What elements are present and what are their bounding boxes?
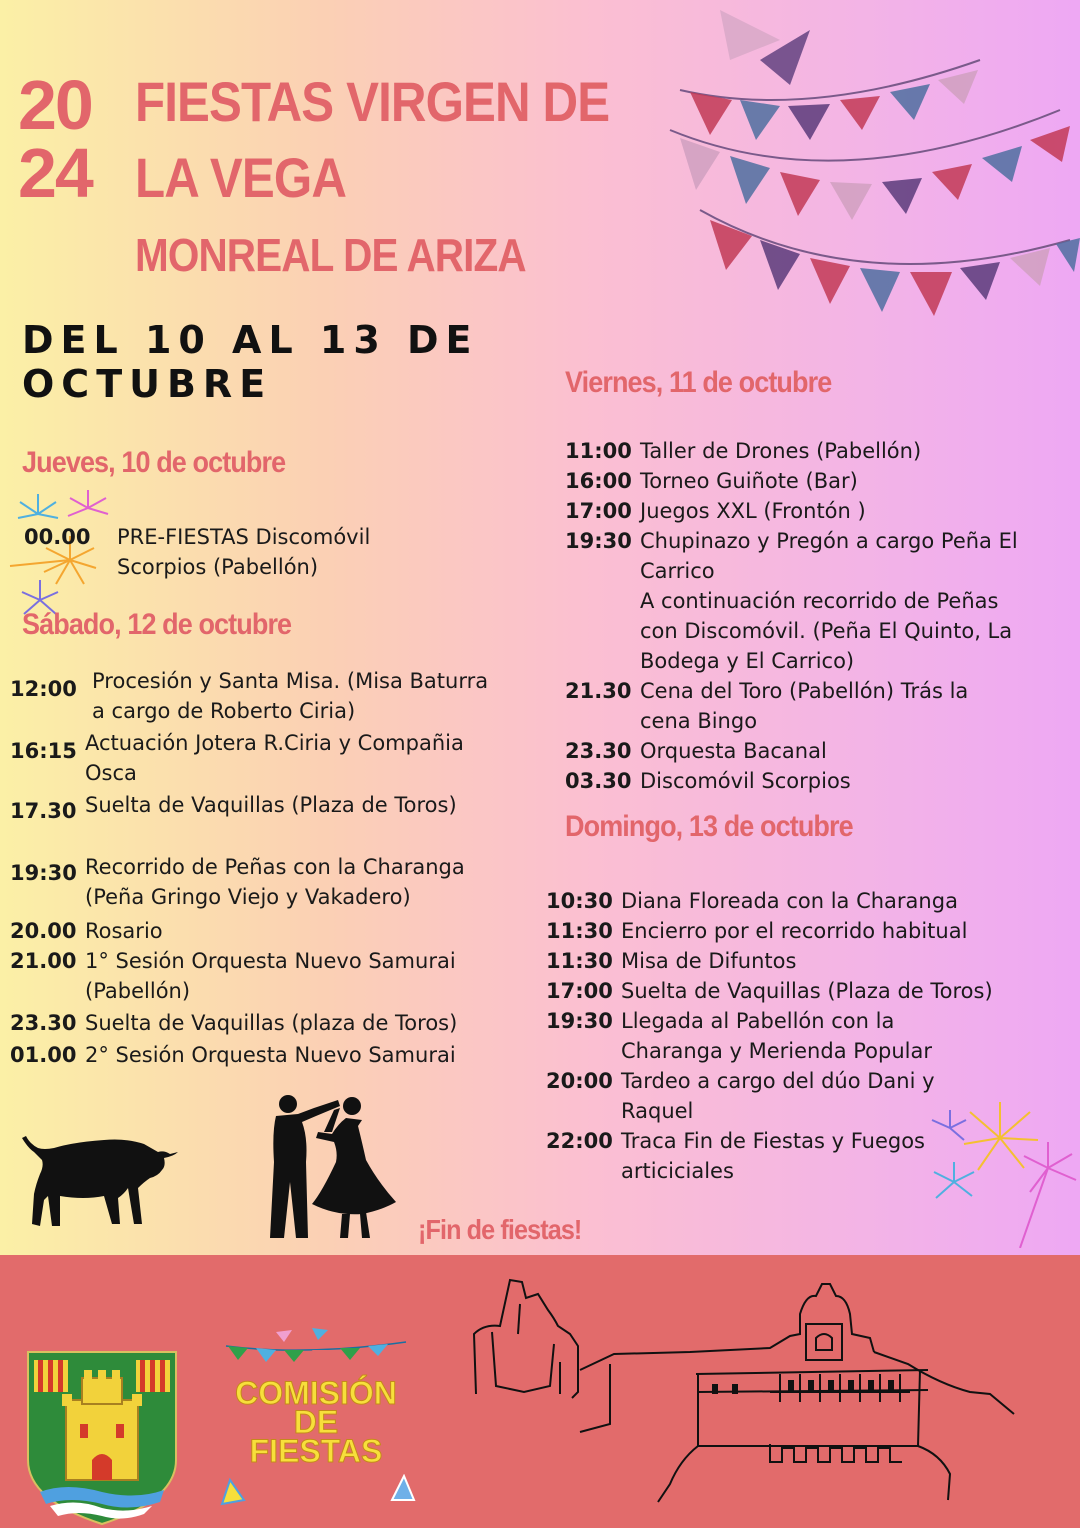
saturday-event [10,790,457,826]
sunday-event [546,886,958,916]
event-line: Taller de Drones (Pabellón) [640,439,922,463]
year [18,66,92,212]
poster-title [135,64,674,290]
event-line: PRE-FIESTAS Discomóvil [117,525,371,549]
event-line: A continuación recorrido de Peñas [640,589,999,613]
event-line: 1° Sesión Orquesta Nuevo Samurai [85,949,456,973]
event-description [640,526,1018,676]
event-time: 20:00 [546,1069,613,1093]
thursday-event [24,522,370,582]
sunday-event [546,1066,935,1126]
event-line: Procesión y Santa Misa. (Misa Baturra [92,669,489,693]
sunday-event [546,946,796,976]
event-line: Llegada al Pabellón con la [621,1009,895,1033]
event-time: 12:00 [10,677,77,701]
event-line: Actuación Jotera R.Ciria y Compañia [85,731,464,755]
friday-event [565,526,1018,676]
thursday-heading: Jueves, 10 de octubre [22,446,286,479]
castle-church-drawing [470,1274,1030,1504]
sunday-event [546,916,967,946]
event-description [621,946,796,976]
event-time: 17:00 [565,499,632,523]
friday-heading: Viernes, 11 de octubre [565,366,832,399]
saturday-event [10,1040,456,1070]
event-line: Raquel [621,1099,694,1123]
closing-message: ¡Fin de fiestas! [418,1214,582,1245]
event-line: (Pabellón) [85,979,191,1003]
comision-line-3: FIESTAS [249,1433,383,1469]
event-description [92,666,488,726]
event-time: 17.30 [10,799,77,823]
bull-silhouette-icon [14,1126,184,1236]
friday-event [565,736,827,766]
event-time: 19:30 [565,529,632,553]
event-line: Orquesta Bacanal [640,739,827,763]
event-line: (Peña Gringo Viejo y Vakadero) [85,885,411,909]
event-description [85,1008,457,1038]
event-time: 11:30 [546,949,613,973]
event-time: 01.00 [10,1043,77,1067]
event-line: articiciales [621,1159,734,1183]
event-line: Tardeo a cargo del dúo Dani y [621,1069,935,1093]
event-description [621,1126,925,1186]
friday-event [565,676,968,736]
event-line: Suelta de Vaquillas (Plaza de Toros) [621,979,993,1003]
event-line: Bodega y El Carrico) [640,649,855,673]
party-hat-icon [388,1474,418,1504]
event-line: Suelta de Vaquillas (Plaza de Toros) [85,793,457,817]
date-range-line-1: DEL 10 AL 13 DE [22,318,479,362]
event-description [85,790,457,826]
date-range [22,318,479,406]
year-line-2: 24 [18,134,92,212]
event-line: Torneo Guiñote (Bar) [640,469,858,493]
event-description [640,766,851,796]
event-description [621,1066,935,1126]
event-time: 23.30 [10,1011,77,1035]
event-time: 20.00 [10,919,77,943]
event-description [621,1006,932,1066]
event-time: 21.30 [565,679,632,703]
saturday-event [10,852,465,912]
event-time: 21.00 [10,949,77,973]
year-line-1: 20 [18,66,92,144]
saturday-event [10,728,464,788]
event-line: Cena del Toro (Pabellón) Trás la [640,679,969,703]
event-line: Suelta de Vaquillas (plaza de Toros) [85,1011,458,1035]
event-description [640,496,866,526]
saturday-event [10,916,163,946]
event-description [640,436,921,466]
event-description [117,522,370,582]
friday-event [565,436,921,466]
dancers-silhouette-icon [262,1092,412,1242]
event-description [621,916,967,946]
title-line-2: LA VEGA [135,146,347,209]
event-description [85,728,464,788]
title-line-1: FIESTAS VIRGEN DE [135,70,610,133]
event-line: Rosario [85,919,163,943]
event-time: 16:15 [10,739,77,763]
comision-line-1: COMISIÓN [235,1375,397,1411]
event-description [85,946,456,1006]
comision-de-fiestas-logo [216,1375,416,1469]
event-time: 19:30 [10,861,77,885]
friday-event [565,766,851,796]
event-time: 22:00 [546,1129,613,1153]
event-line: con Discomóvil. (Peña El Quinto, La [640,619,1013,643]
event-line: Charanga y Merienda Popular [621,1039,932,1063]
event-time: 11:30 [546,919,613,943]
sunday-event [546,1006,932,1066]
sunday-event [546,976,993,1006]
event-description [621,976,993,1006]
bunting-decoration [660,0,1080,340]
event-line: cena Bingo [640,709,758,733]
event-line: Chupinazo y Pregón a cargo Peña El [640,529,1018,553]
saturday-event [10,946,456,1006]
event-description [640,736,827,766]
event-description [85,852,465,912]
event-line: Diana Floreada con la Charanga [621,889,958,913]
event-line: Scorpios (Pabellón) [117,555,319,579]
event-description [85,1040,456,1070]
comision-line-2: DE [293,1404,339,1440]
saturday-event [10,666,488,726]
event-time: 16:00 [565,469,632,493]
event-time: 23.30 [565,739,632,763]
event-time: 00.00 [24,525,91,549]
event-line: Encierro por el recorrido habitual [621,919,968,943]
event-line: Misa de Difuntos [621,949,797,973]
event-time: 03.30 [565,769,632,793]
event-description [621,886,958,916]
event-line: Traca Fin de Fiestas y Fuegos [621,1129,925,1153]
event-description [85,916,163,946]
sunday-heading: Domingo, 13 de octubre [565,810,853,843]
date-range-line-2: OCTUBRE [22,362,273,406]
event-time: 10:30 [546,889,613,913]
event-line: Juegos XXL (Frontón ) [640,499,866,523]
event-time: 17:00 [546,979,613,1003]
event-line: Discomóvil Scorpios [640,769,851,793]
friday-event [565,466,858,496]
event-time: 11:00 [565,439,632,463]
event-line: a cargo de Roberto Ciria) [92,699,356,723]
event-description [640,466,858,496]
event-time: 19:30 [546,1009,613,1033]
event-line: Osca [85,761,137,785]
party-hat-icon [218,1476,248,1506]
event-line: Carrico [640,559,715,583]
event-line: Recorrido de Peñas con la Charanga [85,855,465,879]
saturday-event [10,1008,457,1038]
footer-bunting-decoration [216,1326,416,1376]
saturday-heading: Sábado, 12 de octubre [22,608,292,641]
title-line-3: MONREAL DE ARIZA [135,229,526,281]
coat-of-arms-icon [26,1350,178,1526]
fireworks-right-decoration [920,1098,1080,1248]
friday-event [565,496,866,526]
sunday-event [546,1126,925,1186]
event-description [640,676,968,736]
event-line: 2° Sesión Orquesta Nuevo Samurai [85,1043,456,1067]
